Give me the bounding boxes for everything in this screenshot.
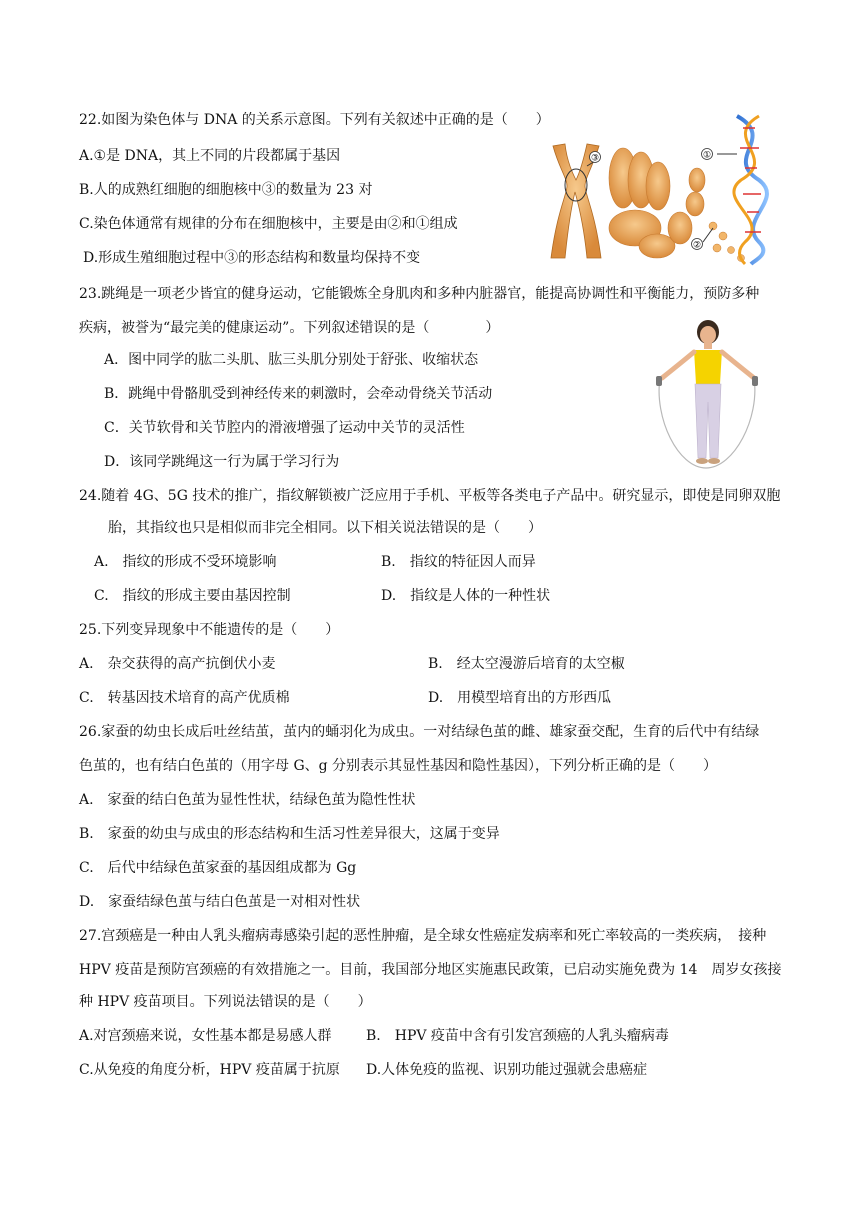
question-25-option-b: B. 经太空漫游后培育的太空椒 <box>428 656 625 672</box>
question-22-option-d: D.形成生殖细胞过程中③的形态结构和数量均保持不变 <box>83 250 421 266</box>
question-26-option-b: B. 家蚕的幼虫与成虫的形态结构和生活习性差异很大，这属于变异 <box>79 826 500 842</box>
question-24-option-c: C. 指纹的形成主要由基因控制 <box>94 588 291 604</box>
question-26-option-d: D. 家蚕结绿色茧与结白色茧是一对相对性状 <box>79 894 361 910</box>
question-23-option-c: C．关节软骨和关节腔内的滑液增强了运动中关节的灵活性 <box>104 420 465 436</box>
question-22-option-c: C.染色体通常有规律的分布在细胞核中，主要是由②和①组成 <box>79 216 458 232</box>
left-arm <box>662 352 694 378</box>
label-3: ③ <box>590 153 600 164</box>
chromosome-dna-illustration <box>545 108 785 266</box>
question-23-option-a: A．图中同学的肱二头肌、肱三头肌分别处于舒张、收缩状态 <box>104 352 479 368</box>
question-26-stem-line-1: 26.家蚕的幼虫长成后吐丝结茧，茧内的蛹羽化为成虫。一对结绿色茧的雌、雄家蚕交配，生育的后代中有结绿 <box>79 724 760 740</box>
question-23-stem-line-2: 疾病，被誉为“最完美的健康运动”。下列叙述错误的是（ ） <box>79 320 500 336</box>
question-23-option-d: D．该同学跳绳这一行为属于学习行为 <box>104 454 340 470</box>
yellow-top <box>694 350 722 384</box>
question-25-option-d: D. 用模型培育出的方形西瓜 <box>428 690 612 706</box>
dna-helix-shape <box>734 116 767 264</box>
question-23-option-b: B．跳绳中骨骼肌受到神经传来的刺激时，会牵动骨绕关节活动 <box>104 386 493 402</box>
question-26-option-c: C. 后代中结绿色茧家蚕的基因组成都为 Gg <box>79 860 357 876</box>
question-27-option-a: A.对宫颈癌来说，女性基本都是易感人群 <box>79 1028 332 1044</box>
question-27-stem-line-2: HPV 疫苗是预防宫颈癌的有效措施之一。目前，我国部分地区实施惠民政策，已启动实施免费为 14 周岁女孩接 <box>79 962 782 978</box>
question-24-option-a: A. 指纹的形成不受环境影响 <box>94 554 277 570</box>
chromosome-dna-figure <box>545 108 785 266</box>
question-24-option-d: D. 指纹是人体的一种性状 <box>381 588 551 604</box>
label-1: ① <box>702 150 712 161</box>
jump-rope-figure <box>648 318 768 470</box>
question-22-option-b: B.人的成熟红细胞的细胞核中③的数量为 23 对 <box>79 182 373 198</box>
question-27-stem-line-3: 种 HPV 疫苗项目。下列说法错误的是（ ） <box>79 994 372 1010</box>
question-27-option-b: B. HPV 疫苗中含有引发宫颈癌的人乳头瘤病毒 <box>366 1028 669 1044</box>
question-22-stem: 22.如图为染色体与 DNA 的关系示意图。下列有关叙述中正确的是（ ） <box>79 112 550 128</box>
question-27-stem-line-1: 27.宫颈癌是一种由人乳头瘤病毒感染引起的恶性肿瘤，是全球女性癌症发病率和死亡率较高的一类疾病， 接种 <box>79 928 767 944</box>
right-arm <box>722 352 754 378</box>
label-2: ② <box>692 240 702 251</box>
question-25-option-a: A. 杂交获得的高产抗倒伏小麦 <box>79 656 276 672</box>
question-22-option-a: A.①是 DNA，其上不同的片段都属于基因 <box>79 148 341 164</box>
question-24-stem-line-1: 24.随着 4G、5G 技术的推广，指纹解锁被广泛应用于手机、平板等各类电子产品中。研究显示，即使是同卵双胞 <box>79 488 781 504</box>
question-26-option-a: A. 家蚕的结白色茧为显性性状，结绿色茧为隐性性状 <box>79 792 416 808</box>
jump-rope-girl-illustration <box>648 318 768 470</box>
coiled-chromatin-shape <box>609 148 705 258</box>
question-27-option-c: C.从免疫的角度分析，HPV 疫苗属于抗原 <box>79 1062 340 1078</box>
question-24-stem-line-2: 胎，其指纹也只是相似而非完全相同。以下相关说法错误的是（ ） <box>108 520 542 536</box>
question-23-stem-line-1: 23.跳绳是一项老少皆宜的健身运动，它能锻炼全身肌肉和多种内脏器官，能提高协调性和平衡能力，预防多种 <box>79 286 760 302</box>
question-25-stem: 25.下列变异现象中不能遗传的是（ ） <box>79 622 340 638</box>
question-27-option-d: D.人体免疫的监视、识别功能过强就会患癌症 <box>366 1062 648 1078</box>
question-25-option-c: C. 转基因技术培育的高产优质棉 <box>79 690 290 706</box>
pants <box>695 384 721 458</box>
question-24-option-b: B. 指纹的特征因人而异 <box>381 554 536 570</box>
question-26-stem-line-2: 色茧的，也有结白色茧的（用字母 G、g 分别表示其显性基因和隐性基因），下列分析正确的是（ ） <box>79 758 718 774</box>
face <box>700 326 716 344</box>
